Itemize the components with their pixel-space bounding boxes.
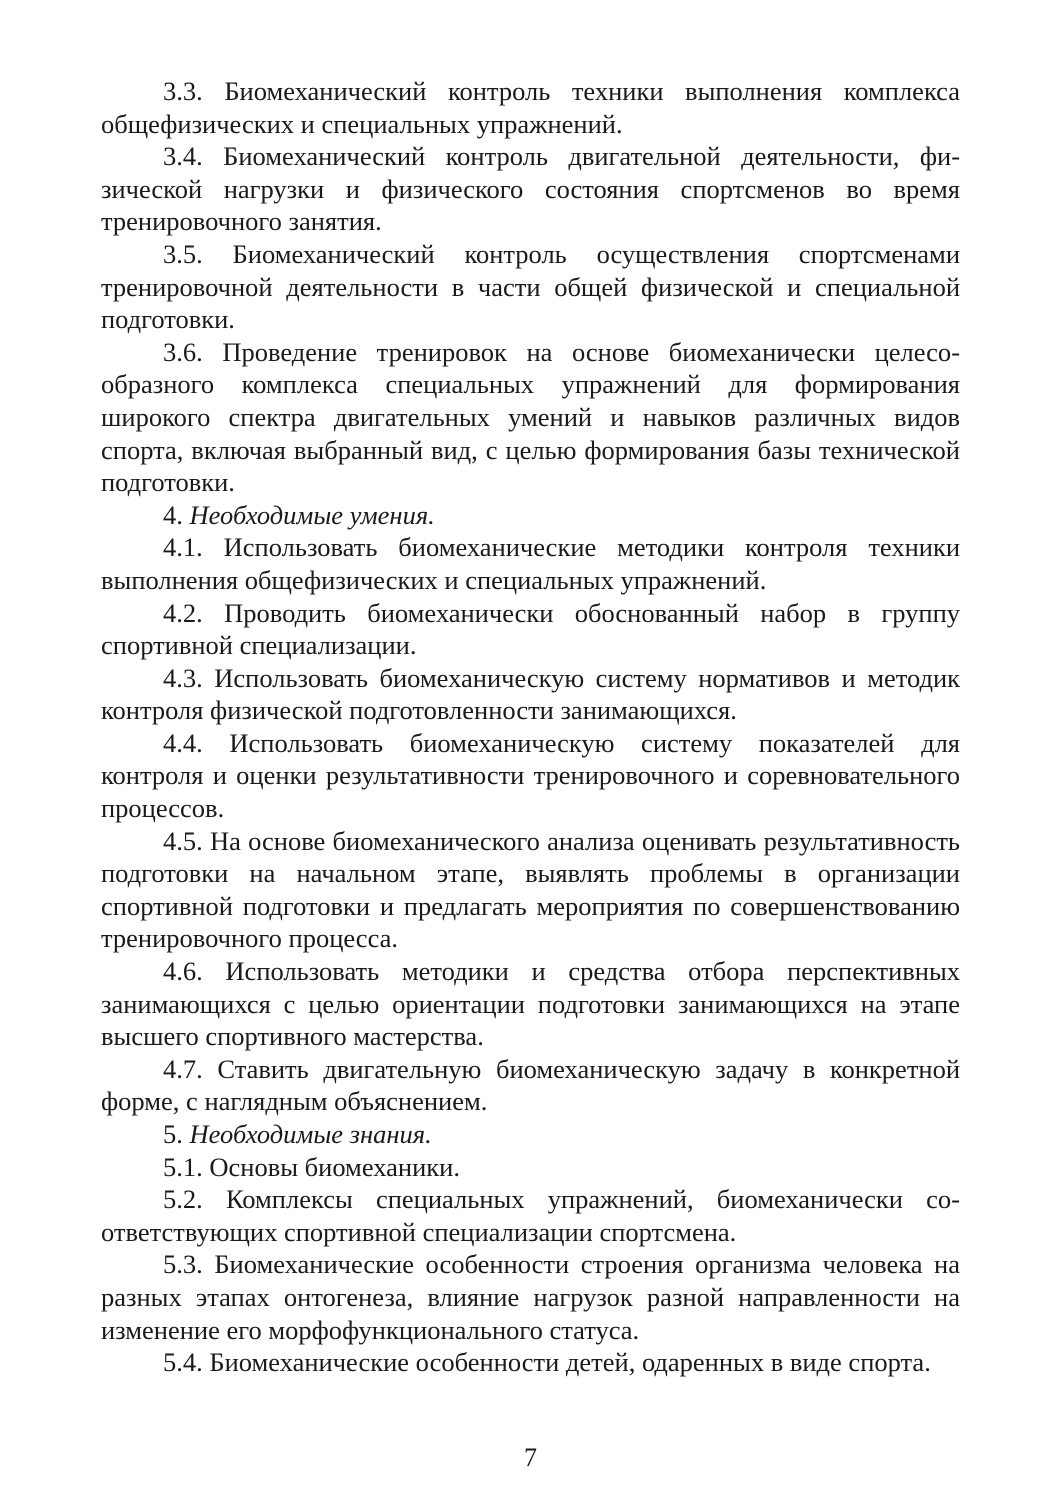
paragraph-3-4 [101,140,960,238]
paragraph-number: 4.4. [163,727,203,758]
body-text [101,75,960,1379]
paragraph-text: Биомеханические особенности строения организма человека на разных этапах онтогенеза, влияние нагрузок разной направленности на изменение его морфофункционального статуса. [101,1249,960,1345]
paragraph-4-3 [101,662,960,727]
paragraph-4-7 [101,1053,960,1118]
paragraph-4-5 [101,825,960,955]
paragraph-number: 4.3. [163,662,203,693]
paragraph-text: Использовать биомеханическую систему показателей для контроля и оценки результативности тренировочного и соревновательного процессов. [101,727,960,824]
paragraph-4-4 [101,727,960,825]
paragraph-text: Комплексы специальных упражнений, биомеханически соответствующих спортивной специализации спортсмена. [101,1184,960,1247]
paragraph-3-3 [101,75,960,140]
paragraph-number: 4.2. [163,597,203,628]
paragraph-number: 3.5. [163,238,203,269]
paragraph-number: 4.1. [163,532,203,563]
paragraph-5-4 [101,1346,960,1379]
section-title: Необходимые умения. [189,499,435,530]
paragraph-text: Проводить биомеханически обоснованный набор в группу спортивной специализации. [101,597,961,661]
paragraph-number: 3.4. [163,141,203,172]
paragraph-number: 4.6. [163,956,203,987]
paragraph-number: 5.2. [163,1184,203,1215]
paragraph-number: 3.6. [163,336,203,367]
paragraph-text: На основе биомеханического анализа оценивать результативность подготовки на начальном этапе, выявлять проблемы в организации спортивной подготовки и предлагать мероприятия по совершенствованию тренировочного процесса. [101,825,960,954]
paragraph-number: 4.7. [163,1053,203,1084]
paragraph-text: Ставить двигательную биомеханическую задачу в конкретной форме, с наглядным объяснением. [101,1053,961,1117]
paragraph-number: 4.5. [163,825,203,856]
paragraph-text: Проведение тренировок на основе биомеханически целесообразного комплекса специальных упражнений для формирования широкого спектра двигательных умений и навыков различных видов спорта, включая выбранный вид, с целью формирования базы технической подготовки. [101,336,961,498]
paragraph-number: 3.3. [163,76,203,106]
section-heading-5 [101,1118,960,1151]
paragraph-5-2 [101,1183,960,1248]
paragraph-text: Использовать биомеханическую систему нормативов и методик контроля физической подготовленности занимающихся. [101,662,960,726]
paragraph-number: 5.1. [163,1151,203,1182]
paragraph-text: Использовать методики и средства отбора перспективных занимающихся с целью ориентации подготовки занимающихся на этапе высшего спортивного мастерства. [101,956,961,1052]
paragraph-5-1 [101,1151,960,1184]
paragraph-text: Использовать биомеханические методики контроля техники выполнения общефизических и специальных упражнений. [101,532,961,595]
paragraph-3-6 [101,336,960,499]
paragraph-text: Биомеханический контроль осуществления спортсменами тренировочной деятельности в части общей физической и специальной подготовки. [101,238,960,335]
paragraph-4-6 [101,955,960,1053]
paragraph-number: 5.4. [163,1347,203,1378]
paragraph-4-1 [101,531,960,596]
section-number: 5. [163,1119,183,1149]
paragraph-5-3 [101,1248,960,1346]
paragraph-4-2 [101,597,960,662]
paragraph-3-5 [101,238,960,336]
section-heading-4 [101,499,960,532]
paragraph-text: Биомеханические особенности детей, одаренных в виде спорта. [209,1347,931,1378]
section-number: 4. [163,499,183,530]
page-number: 7 [524,1443,537,1472]
paragraph-number: 5.3. [163,1249,203,1280]
paragraph-text: Биомеханический контроль техники выполнения комплекса общефизических и специальных упражнений. [101,76,961,139]
section-title: Необходимые знания. [189,1119,432,1149]
paragraph-text: Биомеханический контроль двигательной деятельности, физической нагрузки и физического состояния спортсменов во время тренировочного занятия. [101,141,961,237]
paragraph-text: Основы биомеханики. [209,1151,460,1182]
